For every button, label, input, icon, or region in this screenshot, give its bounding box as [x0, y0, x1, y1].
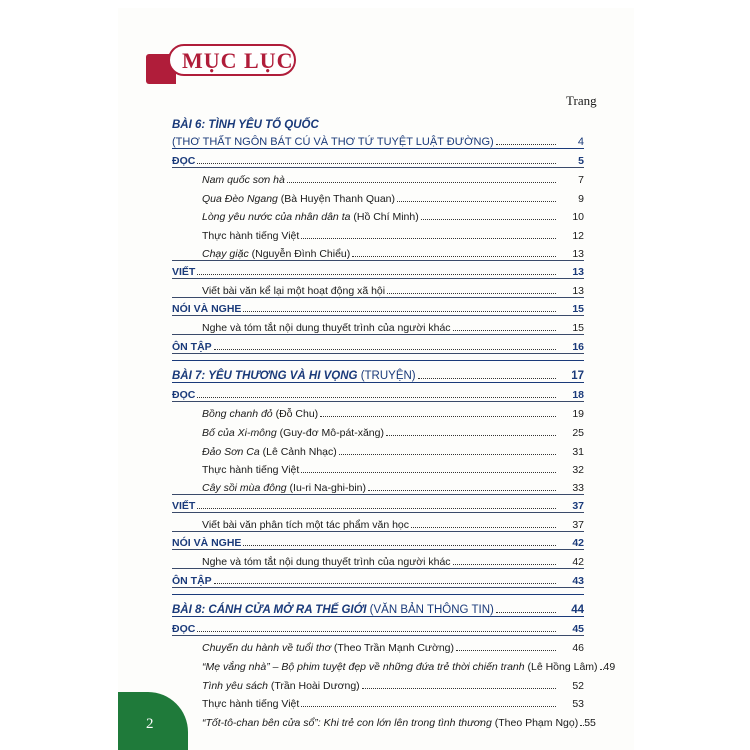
toc-page-number: 52 [572, 679, 584, 692]
toc-entry-title [172, 155, 197, 167]
work-author: Viết bài văn kể lại một hoạt động xã hội [202, 284, 386, 297]
heading-text: VIẾT [172, 266, 196, 279]
toc-page-number: 42 [572, 556, 584, 569]
toc-entry-title [202, 322, 453, 334]
toc-page-number: 19 [572, 408, 584, 421]
dot-leader [243, 545, 556, 546]
toc-item-row [172, 550, 584, 569]
toc-entry-title [172, 500, 197, 512]
work-title: Bồng chanh đỏ [202, 408, 273, 421]
toc-item-row [172, 223, 584, 242]
toc-entry-title [202, 717, 580, 729]
toc-entry-title [172, 266, 197, 278]
toc-entry-title [202, 464, 301, 476]
toc-entry-title [172, 604, 496, 616]
toc-entry-title [202, 285, 387, 297]
work-author: Thực hành tiếng Việt [202, 230, 300, 243]
toc-item-row [172, 692, 584, 711]
work-author: Thực hành tiếng Việt [202, 698, 300, 711]
toc-lesson-row [172, 112, 584, 131]
toc-page-number: 10 [572, 211, 584, 224]
work-title: Tình yêu sách [202, 679, 268, 692]
toc-page-number: 7 [578, 174, 584, 187]
work-author: (Nguyễn Đình Chiểu) [248, 247, 351, 260]
work-author: (Bà Huyện Thanh Quan) [277, 192, 396, 205]
work-author: (Lê Cảnh Nhạc) [259, 445, 337, 458]
toc-item-row [172, 279, 584, 298]
toc-page-number: 49 [603, 660, 616, 673]
toc-page-number: 16 [572, 340, 584, 353]
toc-section-row [172, 495, 584, 514]
dot-leader [197, 631, 556, 632]
toc-entry-title [202, 174, 287, 186]
toc-entry-title [202, 230, 301, 242]
heading-genre: (VĂN BẢN THÔNG TIN) [366, 604, 494, 617]
dot-leader [320, 416, 556, 417]
work-author: Nghe và tóm tắt nội dung thuyết trình của người khác [202, 556, 451, 569]
dot-leader [301, 238, 556, 239]
toc-entry-title [172, 136, 496, 148]
dot-leader [496, 144, 556, 145]
lesson-separator [172, 354, 584, 361]
dot-leader [453, 564, 556, 565]
heading-text: ĐỌC [172, 154, 196, 167]
toc-entry-title [172, 537, 243, 549]
work-author: (Iu-ri Na-ghi-bin) [286, 481, 366, 494]
dot-leader [243, 311, 556, 312]
toc-page-number: 25 [572, 426, 584, 439]
toc-page-number: 13 [572, 266, 584, 279]
toc-section-row [172, 617, 584, 636]
toc-page-number: 12 [572, 230, 584, 243]
toc-page-number: 37 [572, 518, 584, 531]
toc-entry-title [172, 389, 197, 401]
toc-page-number: 55 [584, 716, 596, 729]
heading-genre: (TRUYỆN) [357, 370, 416, 383]
dot-leader [214, 583, 556, 584]
toc-entry-title [202, 248, 352, 260]
page-number: 2 [146, 716, 154, 732]
toc-title: MỤC LỤC [182, 48, 294, 73]
work-title: Bố của Xi-mông [202, 426, 277, 439]
toc-section-row [172, 335, 584, 354]
toc-section-row [172, 383, 584, 402]
dot-leader [386, 435, 556, 436]
toc-entry-title [202, 556, 453, 568]
toc-item-row [172, 476, 584, 495]
toc-entry-title [172, 575, 214, 587]
dot-leader [197, 274, 556, 275]
work-title: “Tốt-tô-chan bên cửa sổ”: Khi trẻ con lớn lên trong tình thương [202, 716, 492, 729]
dot-leader [287, 182, 556, 183]
toc-item-row [172, 186, 584, 205]
toc-entry-title [202, 446, 339, 458]
toc-page-number: 42 [572, 537, 584, 550]
work-author: (Guy-đơ Mô-pát-xăng) [276, 426, 384, 439]
dot-leader [362, 688, 556, 689]
toc-page-number: 13 [572, 284, 584, 297]
work-author: Thực hành tiếng Việt [202, 464, 300, 477]
dot-leader [339, 454, 556, 455]
dot-leader [418, 378, 556, 379]
dot-leader [301, 472, 556, 473]
dot-leader [496, 612, 556, 613]
toc-lesson-sub-row [172, 131, 584, 150]
heading-text: VIẾT [172, 500, 196, 513]
toc-item-row [172, 710, 596, 729]
toc-section-row [172, 298, 584, 317]
toc-page-number: 15 [572, 303, 584, 316]
toc-entry-title [202, 680, 362, 692]
heading-text: ÔN TẬP [172, 340, 212, 353]
work-title: Cây sồi mùa đông [202, 481, 287, 494]
heading-text: BÀI 7: YÊU THƯƠNG VÀ HI VỌNG [172, 370, 358, 383]
toc-entry-title [202, 193, 397, 205]
heading-text: NÓI VÀ NGHE [172, 537, 242, 550]
work-title: Chuyến du hành về tuổi thơ [202, 642, 331, 655]
toc-item-row [172, 402, 584, 421]
work-title: Lòng yêu nước của nhân dân ta [202, 211, 351, 224]
work-author: (Theo Trần Mạnh Cường) [330, 642, 454, 655]
dot-leader [397, 201, 556, 202]
work-author: (Theo Phạm Ngọ) [491, 716, 579, 729]
work-author: Nghe và tóm tắt nội dung thuyết trình của người khác [202, 322, 451, 335]
toc-page-number: 45 [572, 622, 584, 635]
toc-section-row [172, 569, 584, 588]
toc-page-number: 43 [572, 574, 584, 587]
toc-entry-title [172, 623, 197, 635]
toc-item-row [172, 205, 584, 224]
toc-item-row [172, 636, 584, 655]
toc-item-row [172, 316, 584, 335]
dot-leader [214, 349, 556, 350]
toc-page-number: 17 [571, 370, 584, 383]
toc-page-number: 31 [572, 445, 584, 458]
toc-lesson-row [172, 599, 584, 618]
toc-item-row [172, 420, 584, 439]
heading-text: ÔN TẬP [172, 574, 212, 587]
toc-item-row [172, 168, 584, 187]
dot-leader [453, 330, 556, 331]
toc-entry-title [172, 119, 321, 131]
work-author: (Hồ Chí Minh) [350, 211, 419, 224]
toc-page-number: 18 [572, 388, 584, 401]
toc-section-row [172, 149, 584, 168]
toc-page-number: 44 [571, 604, 584, 617]
toc-lesson-row [172, 365, 584, 384]
dot-leader [411, 527, 556, 528]
toc-page-number: 4 [577, 136, 584, 149]
heading-text: NÓI VÀ NGHE [172, 303, 242, 316]
toc-section-row [172, 532, 584, 551]
toc-entry-title [172, 303, 243, 315]
page-column-label: Trang [566, 93, 597, 108]
toc-page-number: 33 [572, 481, 584, 494]
toc-page-number: 5 [578, 154, 584, 167]
toc-entry-title [172, 341, 214, 353]
toc-page-number: 15 [572, 322, 584, 335]
lesson-separator [172, 588, 584, 595]
toc-item-row [172, 654, 616, 673]
heading-text: ĐỌC [172, 388, 196, 401]
toc-page-number: 32 [572, 464, 584, 477]
heading-text: (THƠ THẤT NGÔN BÁT CÚ VÀ THƠ TỨ TUYỆT LUẬT ĐƯỜNG) [172, 136, 494, 149]
table-of-contents [172, 112, 616, 729]
dot-leader [352, 256, 556, 257]
work-title: Đảo Sơn Ca [202, 445, 260, 458]
toc-entry-title [202, 698, 301, 710]
toc-entry-title [202, 482, 368, 494]
dot-leader [197, 508, 556, 509]
work-author: (Lê Hồng Lâm) [524, 660, 598, 673]
toc-page-number: 53 [572, 698, 584, 711]
toc-entry-title [202, 427, 386, 439]
work-title: Chạy giặc [202, 247, 249, 260]
toc-entry-title [202, 642, 456, 654]
work-title: Nam quốc sơn hà [202, 174, 285, 187]
work-author: (Trần Hoài Dương) [267, 679, 360, 692]
work-title: “Mẹ vắng nhà” – Bộ phim tuyệt đẹp về những đứa trẻ thời chiến tranh [202, 660, 525, 673]
toc-section-row [172, 261, 584, 280]
heading-text: ĐỌC [172, 622, 196, 635]
toc-page-number: 9 [578, 192, 584, 205]
dot-leader [301, 706, 556, 707]
toc-entry-title [202, 211, 421, 223]
dot-leader [456, 650, 556, 651]
work-title: Qua Đèo Ngang [202, 192, 278, 205]
toc-entry-title [202, 408, 320, 420]
toc-entry-title [202, 519, 411, 531]
work-author: Viết bài văn phân tích một tác phẩm văn học [202, 518, 410, 531]
dot-leader [197, 163, 556, 164]
toc-page-number: 13 [572, 247, 584, 260]
dot-leader [368, 490, 556, 491]
heading-text: BÀI 8: CÁNH CỬA MỞ RA THẾ GIỚI [172, 604, 367, 617]
toc-page-number: 46 [572, 642, 584, 655]
toc-entry-title [202, 661, 600, 673]
toc-title-banner [146, 40, 296, 84]
heading-text: BÀI 6: TÌNH YÊU TỔ QUỐC [172, 118, 319, 131]
toc-item-row [172, 458, 584, 477]
toc-item-row [172, 513, 584, 532]
dot-leader [421, 219, 556, 220]
toc-page-number: 37 [572, 500, 584, 513]
toc-item-row [172, 439, 584, 458]
dot-leader [387, 293, 556, 294]
dot-leader [197, 397, 556, 398]
toc-item-row [172, 673, 584, 692]
toc-entry-title [172, 370, 418, 382]
toc-item-row [172, 242, 584, 261]
work-author: (Đỗ Chu) [272, 408, 319, 421]
